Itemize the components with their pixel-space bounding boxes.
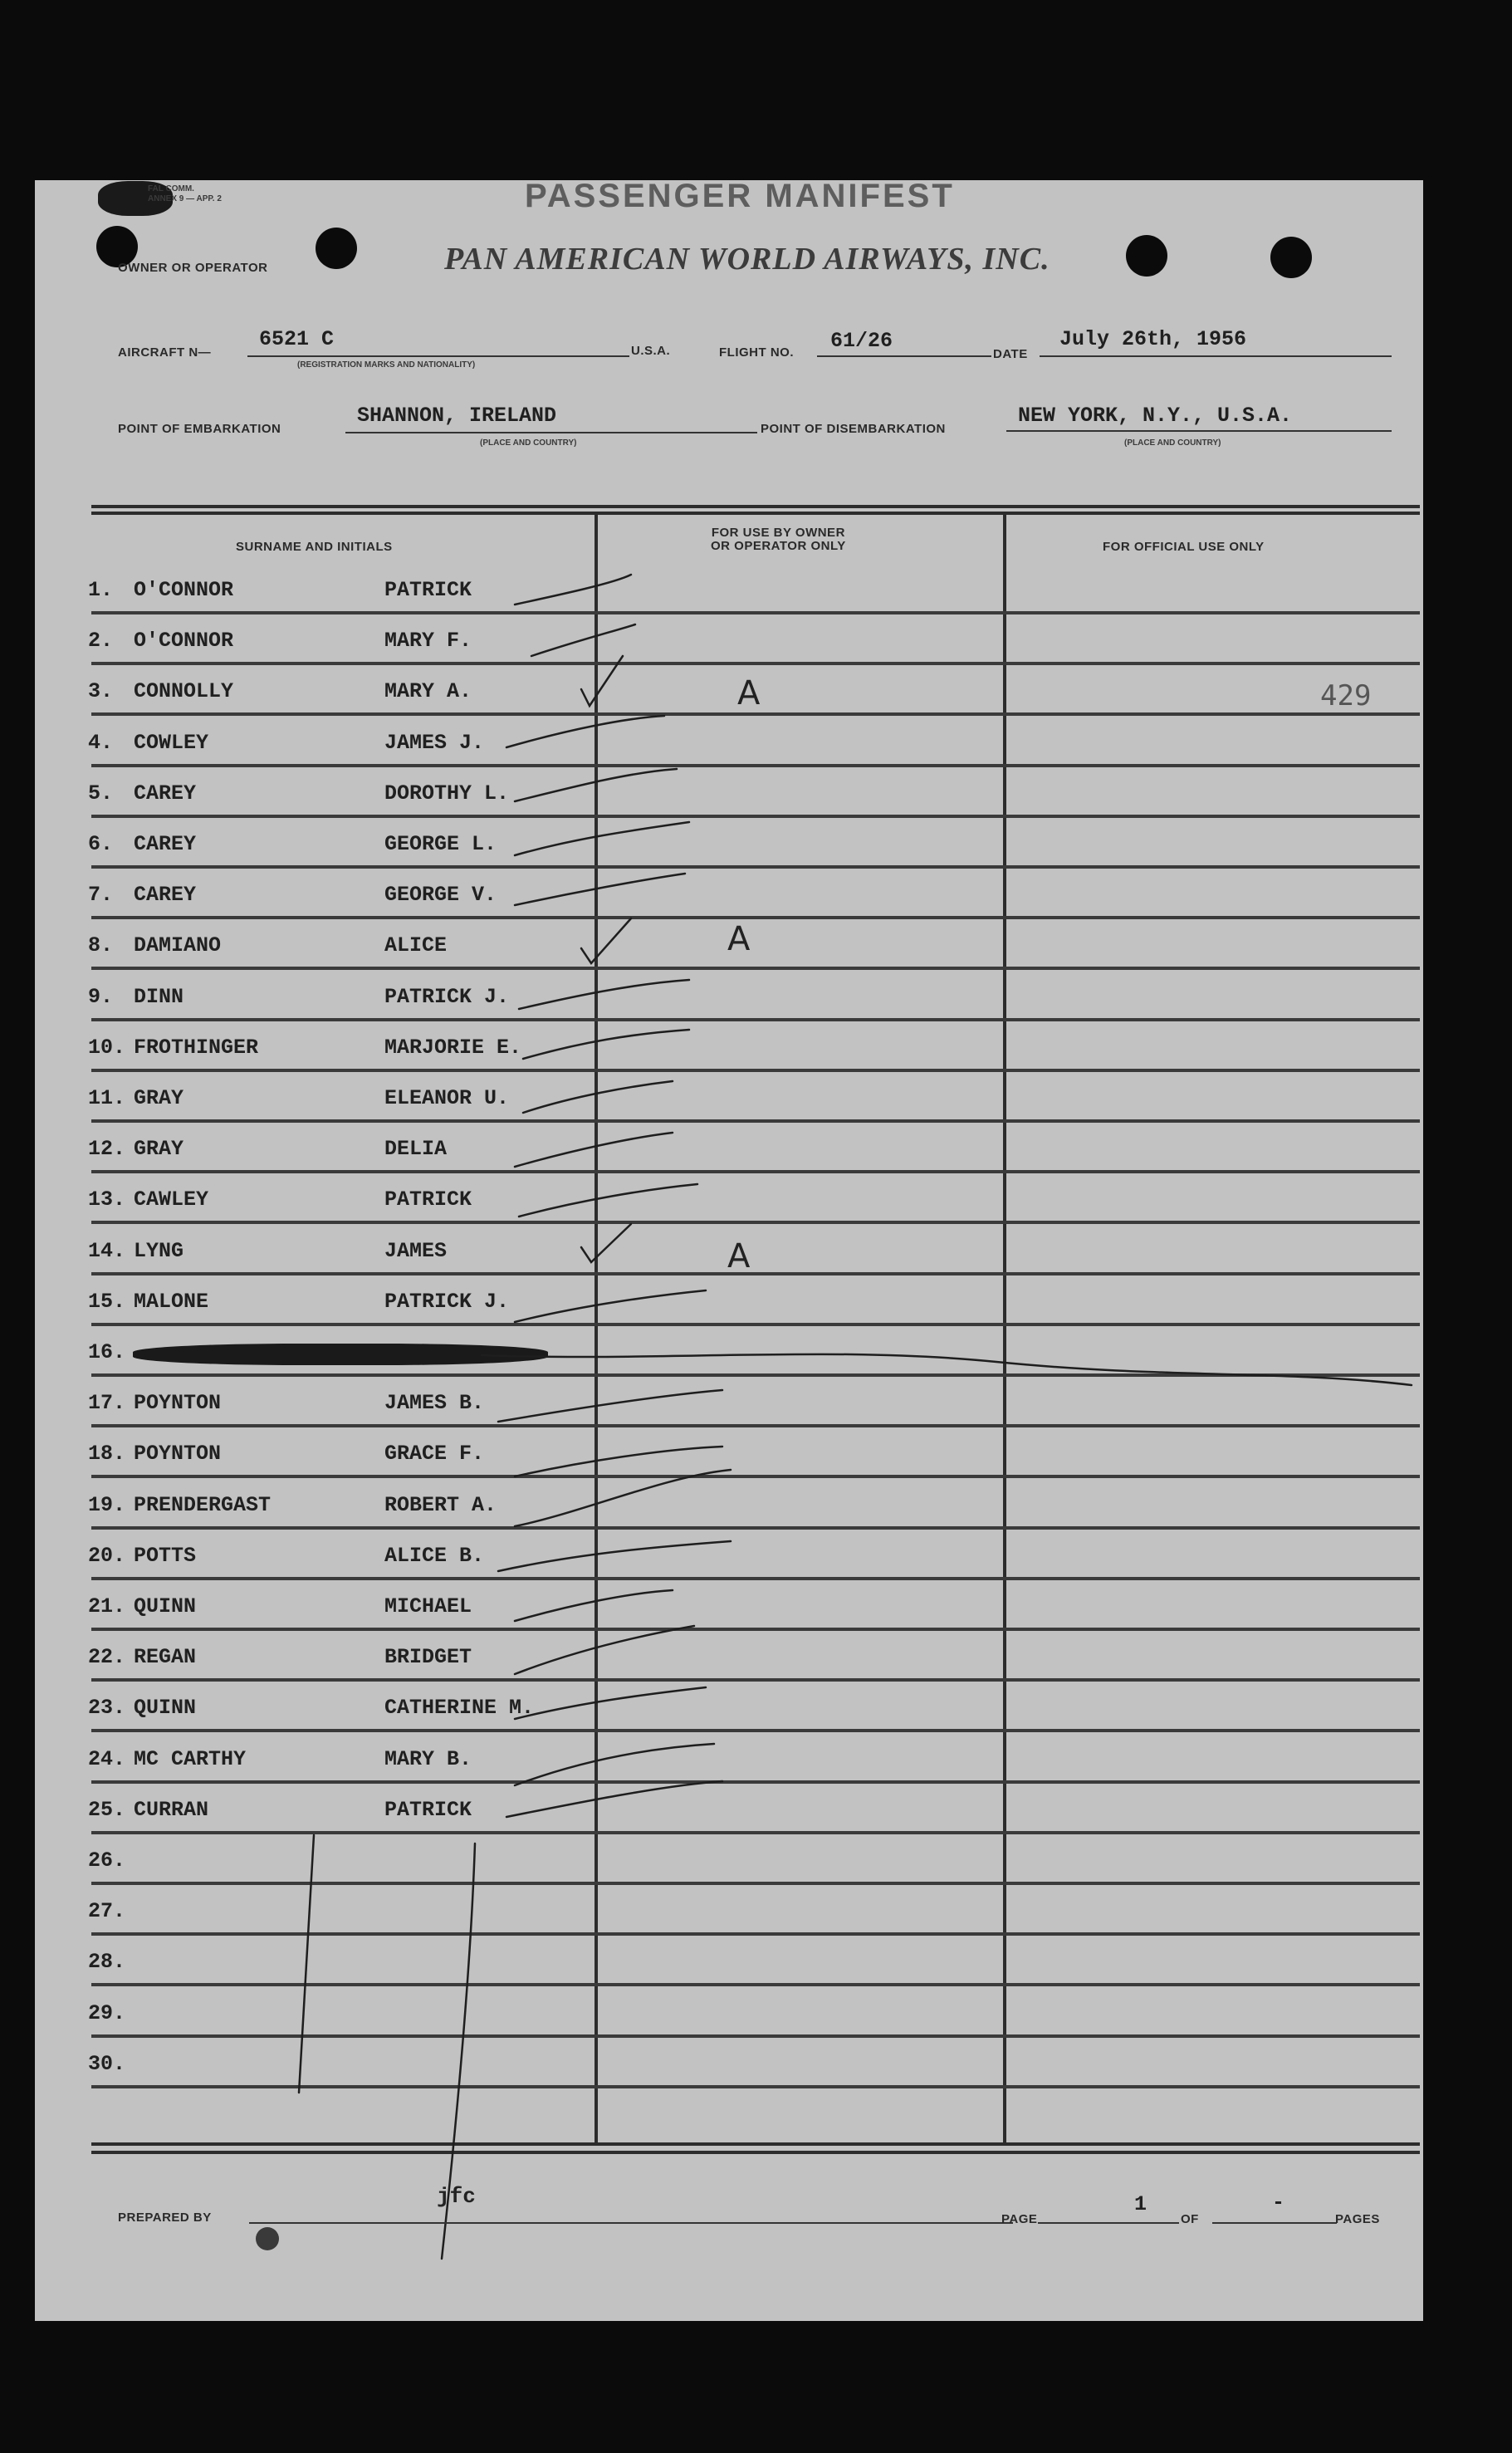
redaction-smudge [133,1344,548,1365]
row-rule [91,916,1420,919]
row-surname: MALONE [134,1290,209,1314]
registration-note: (REGISTRATION MARKS AND NATIONALITY) [297,360,476,370]
row-given-name: PATRICK J. [384,1290,510,1314]
row-given-name: PATRICK [384,578,472,602]
row-given-name: ELEANOR U. [384,1086,510,1110]
table-bottom-rule [91,2151,1420,2154]
row-surname: REGAN [134,1645,197,1669]
col1-header: SURNAME AND INITIALS [236,540,393,554]
row-surname: O'CONNOR [134,629,234,653]
row-given-name: ALICE [384,933,448,957]
row-rule [91,1882,1420,1885]
usa-label: U.S.A. [631,344,671,358]
row-number: 28. [88,1950,126,1974]
row-given-name: DOROTHY L. [384,781,510,805]
embark-value: SHANNON, IRELAND [357,404,557,428]
row-given-name: GRACE F. [384,1442,485,1466]
aircraft-underline [247,355,629,357]
of-underline [1212,2222,1337,2224]
row-surname: FROTHINGER [134,1036,259,1060]
row-surname: PRENDERGAST [134,1493,272,1517]
row-surname: QUINN [134,1696,197,1720]
row-number: 13. [88,1187,126,1212]
aircraft-label: AIRCRAFT N— [118,345,212,360]
row-number: 21. [88,1594,126,1618]
row-rule [91,1475,1420,1478]
table-row [88,2052,586,2095]
table-row [88,1950,586,1993]
column-divider [1003,515,1006,2142]
table-row [88,1493,586,1536]
row-surname: MC CARTHY [134,1747,247,1771]
punch-hole [316,228,357,269]
place-note: (PLACE AND COUNTRY) [1124,438,1221,448]
disembark-underline [1006,430,1392,432]
col2-header: FOR USE BY OWNER OR OPERATOR ONLY [711,526,846,553]
row-given-name: GEORGE L. [384,832,497,856]
page-underline [1038,2222,1179,2224]
punch-hole [1126,235,1167,277]
row3-mark: A [737,674,761,712]
table-row [88,578,586,621]
row-rule [91,1373,1420,1377]
row-surname: CONNOLLY [134,679,234,703]
row-surname: QUINN [134,1594,197,1618]
table-row [88,629,586,672]
row-given-name: MARJORIE E. [384,1036,522,1060]
row-rule [91,1831,1420,1834]
page-title: PASSENGER MANIFEST [525,178,955,214]
row-rule [91,1170,1420,1173]
place-note: (PLACE AND COUNTRY) [480,438,577,448]
row-given-name: ALICE B. [384,1544,485,1568]
row-given-name: JAMES J. [384,731,485,755]
row-surname: CURRAN [134,1798,209,1822]
row-number: 25. [88,1798,126,1822]
table-row [88,832,586,875]
row-given-name: CATHERINE M. [384,1696,535,1720]
table-row [88,1290,586,1333]
table-row [88,1848,586,1892]
row-number: 20. [88,1544,126,1568]
row-given-name: PATRICK [384,1187,472,1212]
row-number: 22. [88,1645,126,1669]
embark-label: POINT OF EMBARKATION [118,422,281,436]
table-row [88,1442,586,1485]
table-row [88,985,586,1028]
row-rule [91,1221,1420,1224]
row-surname: POTTS [134,1544,197,1568]
table-row [88,1696,586,1739]
page-label: PAGE [1001,2212,1038,2226]
table-top-rule [91,512,1420,515]
row-number: 1. [88,578,114,602]
table-top-rule [91,505,1420,508]
row-surname: DINN [134,985,184,1009]
row-number: 23. [88,1696,126,1720]
row-given-name: MARY B. [384,1747,472,1771]
row-number: 7. [88,883,114,907]
table-row [88,1086,586,1129]
row-rule [91,1526,1420,1530]
flight-value: 61/26 [830,329,893,353]
row-number: 14. [88,1239,126,1263]
row-number: 9. [88,985,114,1009]
table-row [88,1239,586,1282]
owner-value: PAN AMERICAN WORLD AIRWAYS, INC. [444,242,1050,277]
row-surname: O'CONNOR [134,578,234,602]
col3-header: FOR OFFICIAL USE ONLY [1103,540,1265,554]
row-surname: COWLEY [134,731,209,755]
row-number: 2. [88,629,114,653]
table-row [88,1645,586,1688]
row-rule [91,1932,1420,1936]
row-number: 12. [88,1137,126,1161]
row3-official-number: 429 [1320,679,1372,712]
table-row [88,731,586,774]
row-surname: POYNTON [134,1442,222,1466]
flight-underline [817,355,991,357]
table-row [88,679,586,722]
row-rule [91,1983,1420,1986]
flight-label: FLIGHT NO. [719,345,794,360]
row-number: 24. [88,1747,126,1771]
row-given-name: PATRICK [384,1798,472,1822]
row-given-name: BRIDGET [384,1645,472,1669]
table-row [88,781,586,825]
row-rule [91,662,1420,665]
table-row [88,1187,586,1231]
row14-mark: A [727,1237,751,1275]
row-number: 10. [88,1036,126,1060]
row-surname: LYNG [134,1239,184,1263]
row-given-name: PATRICK J. [384,985,510,1009]
prepared-label: PREPARED BY [118,2211,212,2225]
row-given-name: MARY F. [384,629,472,653]
page-value: 1 [1134,2192,1147,2216]
row-number: 30. [88,2052,126,2076]
table-row [88,1137,586,1180]
row-rule [91,1323,1420,1326]
row-rule [91,2085,1420,2088]
row8-mark: A [727,920,751,958]
row-rule [91,967,1420,970]
pages-label: PAGES [1335,2212,1380,2226]
row-surname: CAREY [134,832,197,856]
of-label: OF [1181,2212,1199,2226]
punch-hole [1270,237,1312,278]
row-rule [91,1729,1420,1732]
table-row [88,1391,586,1434]
row-rule [91,1424,1420,1427]
table-row [88,1747,586,1790]
row-given-name: GEORGE V. [384,883,497,907]
row-number: 5. [88,781,114,805]
row-rule [91,1119,1420,1123]
row-given-name: MICHAEL [384,1594,472,1618]
row-surname: POYNTON [134,1391,222,1415]
row-rule [91,1577,1420,1580]
table-row [88,883,586,926]
row-given-name: ROBERT A. [384,1493,497,1517]
row-rule [91,1018,1420,1021]
owner-label: OWNER OR OPERATOR [118,261,268,275]
row-number: 26. [88,1848,126,1873]
of-value: - [1272,2191,1285,2215]
row-number: 6. [88,832,114,856]
prepared-underline [249,2222,1013,2224]
row-number: 11. [88,1086,126,1110]
row-number: 18. [88,1442,126,1466]
row-rule [91,865,1420,869]
table-row [88,1594,586,1638]
table-row [88,1544,586,1587]
table-row [88,1899,586,1942]
row-surname: DAMIANO [134,933,222,957]
row-number: 19. [88,1493,126,1517]
row-surname: CAREY [134,781,197,805]
row-number: 3. [88,679,114,703]
date-underline [1040,355,1392,357]
row-number: 17. [88,1391,126,1415]
row-surname: CAWLEY [134,1187,209,1212]
corner-note: FAL COMM. ANNEX 9 — APP. 2 [148,184,222,203]
table-row [88,2001,586,2044]
row-number: 27. [88,1899,126,1923]
row-given-name: MARY A. [384,679,472,703]
disembark-label: POINT OF DISEMBARKATION [761,422,946,436]
row-given-name: JAMES [384,1239,448,1263]
row-surname: GRAY [134,1137,184,1161]
row-number: 16. [88,1340,126,1364]
row-rule [91,1628,1420,1631]
row-rule [91,2034,1420,2038]
row-rule [91,611,1420,614]
row-rule [91,815,1420,818]
disembark-value: NEW YORK, N.Y., U.S.A. [1018,404,1293,428]
row-rule [91,1272,1420,1275]
prepared-value: jfc [437,2184,476,2209]
aircraft-value: 6521 C [259,327,335,351]
row-rule [91,764,1420,767]
row-rule [91,1780,1420,1784]
table-bottom-rule [91,2142,1420,2146]
row-surname: CAREY [134,883,197,907]
table-row [88,933,586,977]
embark-underline [345,432,757,433]
row-surname: GRAY [134,1086,184,1110]
column-divider [595,515,598,2142]
date-value: July 26th, 1956 [1059,327,1247,351]
row-given-name: JAMES B. [384,1391,485,1415]
table-row [88,1036,586,1079]
row-number: 29. [88,2001,126,2025]
row-number: 8. [88,933,114,957]
date-label: DATE [993,347,1028,361]
row-rule [91,712,1420,716]
row-number: 15. [88,1290,126,1314]
row-number: 4. [88,731,114,755]
row-given-name: DELIA [384,1137,448,1161]
row-rule [91,1069,1420,1072]
table-row [88,1798,586,1841]
row-rule [91,1678,1420,1682]
